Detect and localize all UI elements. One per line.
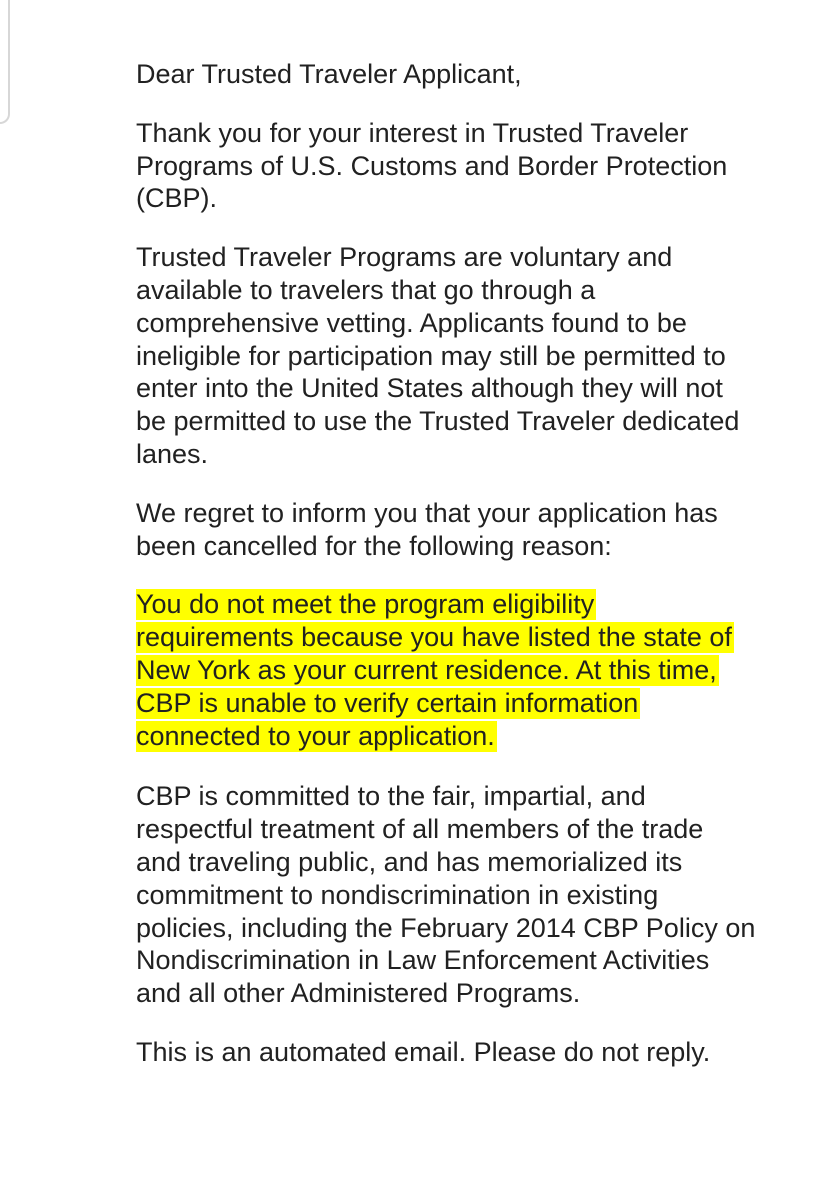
commitment-paragraph: CBP is committed to the fair, impartial, and respectful treatment of all members of the trade and traveling public, and has memorialized its commitment to nondiscrimination in existing policies, including the February 2014 CBP Policy on Nondiscrimination in Law Enforcement Activities and all other Administered Programs. bbox=[136, 781, 756, 1009]
regret-paragraph: We regret to inform you that your application has been cancelled for the following reason: bbox=[136, 497, 718, 561]
programs-paragraph: Trusted Traveler Programs are voluntary and available to travelers that go through a comprehensive vetting. Applicants found to be ineligible for participation may still be permitted to enter into the United States although they will not be permitted to use the Trusted Traveler dedicated lanes. bbox=[136, 242, 740, 469]
intro-paragraph: Thank you for your interest in Trusted Traveler Programs of U.S. Customs and Border Protection (CBP). bbox=[136, 117, 728, 214]
cancellation-reason-paragraph bbox=[136, 588, 786, 752]
automated-email-notice: This is an automated email. Please do not reply. bbox=[136, 1036, 711, 1067]
left-edge-divider bbox=[0, 0, 10, 124]
email-body bbox=[136, 58, 786, 1095]
highlighted-cancellation-reason: You do not meet the program eligibility requirements because you have listed the state of New York as your current residence. At this time, CBP is unable to verify certain information connected to your application. bbox=[136, 589, 732, 751]
email-greeting: Dear Trusted Traveler Applicant, bbox=[136, 59, 522, 89]
